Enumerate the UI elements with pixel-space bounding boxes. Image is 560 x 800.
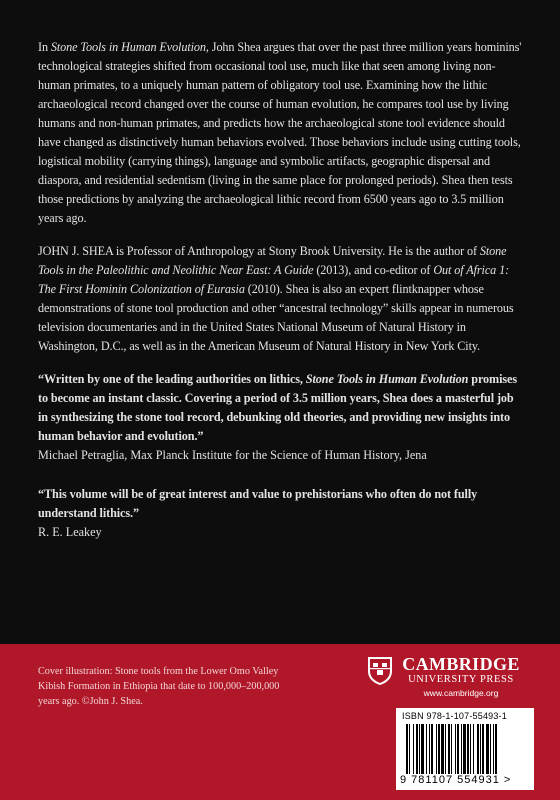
barcode-bar (419, 724, 420, 774)
barcode-bar (477, 724, 479, 774)
barcode-icon (406, 724, 524, 774)
barcode-bar (445, 724, 446, 774)
barcode-bar (448, 724, 450, 774)
isbn-label: ISBN 978-1-107-55493-1 (402, 711, 507, 721)
blurb-paragraph (38, 38, 524, 228)
barcode-bar (436, 724, 437, 774)
barcode-bar (463, 724, 466, 774)
barcode-bar (461, 724, 462, 774)
barcode-bar (493, 724, 494, 774)
barcode-bar (470, 724, 471, 774)
author-book-2: Out of Africa 1: The First Hominin Colonization of Eurasia (38, 263, 510, 296)
barcode-box (396, 708, 534, 790)
author-name: JOHN J. SHEA (38, 244, 113, 258)
cambridge-shield-icon (367, 656, 393, 686)
endorsement-2-quote: “This volume will be of great interest and value to prehistorians who often do not fully understand lithics.” (38, 487, 478, 520)
publisher-subname: UNIVERSITY PRESS (408, 674, 514, 685)
barcode-bar (429, 724, 430, 774)
endorsement-1-quote (38, 370, 524, 446)
blurb-text: , John Shea argues that over the past three million years hominins' technological strategies shifted from occasional tool use, much like that seen among living non-human primates, to a uniquely human pattern of obligatory tool use. Examining how the lithic archaeological record changed over the course of human evolution, he compares tool use by living humans and non-human primates, and predicts how the archaeological stone tool evidence should have changed as distinctively human behaviors evolved. Those behaviors include using cutting tools, logistical mobility (carrying things), language and symbolic artifacts, geographic dispersal and diaspora, and residential sedentism (living in the same place for prolonged periods). Shea then tests those predictions by analyzing the archaeological lithic record from 6500 years ago to 3.5 million years ago. (38, 40, 522, 225)
author-text-1: is Professor of Anthropology at Stony Brook University. He is the author of (112, 244, 480, 258)
barcode-bar (482, 724, 484, 774)
endorsement-2 (38, 485, 524, 542)
cover-illustration-caption: Cover illustration: Stone tools from the Lower Omo Valley Kibish Formation in Ethiopia that date to 100,000–200,000 years ago. ©John J. Shea. (38, 666, 280, 707)
footer-band (0, 644, 560, 800)
endorsement-1-attribution: Michael Petraglia, Max Planck Institute for the Science of Human History, Jena (38, 448, 427, 462)
barcode-bar (421, 724, 424, 774)
endorsement-2-attribution: R. E. Leakey (38, 525, 102, 539)
barcode-bar (406, 724, 408, 774)
author-text-3: (2010). Shea is also an expert flintknapper whose demonstrations of stone tool production and other “ancestral technology” skills appear in numerous television documentaries and in the United States National Museum of Natural History in Washington, D.C., as well as in the American Museum of Natural History in New York City. (38, 282, 514, 353)
back-cover-text (38, 38, 524, 542)
author-book-1: Stone Tools in the Paleolithic and Neolithic Near East: A Guide (38, 244, 507, 277)
publisher-name: CAMBRIDGE (402, 654, 520, 674)
barcode-bar (455, 724, 456, 774)
quote1-part2: promises to become an instant classic. Covering a period of 3.5 million years, Shea does a masterful job in synthesizing the stone tool record, debunking old theories, and providing new insights into human behavior and evolution.” (38, 372, 517, 443)
endorsement-1 (38, 370, 524, 465)
publisher-url: www.cambridge.org (423, 688, 499, 698)
barcode-bar (451, 724, 452, 774)
barcode-bar (413, 724, 414, 774)
barcode-bar (467, 724, 469, 774)
barcode-bar (480, 724, 481, 774)
blurb-intro: In (38, 40, 51, 54)
quote1-title: Stone Tools in Human Evolution (305, 372, 469, 386)
barcode-bar (486, 724, 489, 774)
author-bio (38, 242, 524, 356)
barcode-bar (473, 724, 474, 774)
barcode-bar (490, 724, 491, 774)
barcode-bar (431, 724, 433, 774)
book-title: Stone Tools in Human Evolution (50, 40, 206, 54)
publisher-logo (396, 654, 526, 700)
barcode-bar (416, 724, 418, 774)
barcode-bar (438, 724, 440, 774)
barcode-number: 9 781107 554931 > (400, 774, 512, 786)
barcode-bar (426, 724, 427, 774)
author-text-2: (2013), and co-editor of (313, 263, 434, 277)
barcode-bar (441, 724, 444, 774)
quote1-part1: “Written by one of the leading authorities on lithics, (38, 372, 306, 386)
barcode-bar (457, 724, 459, 774)
barcode-bar (409, 724, 410, 774)
barcode-bar (495, 724, 497, 774)
